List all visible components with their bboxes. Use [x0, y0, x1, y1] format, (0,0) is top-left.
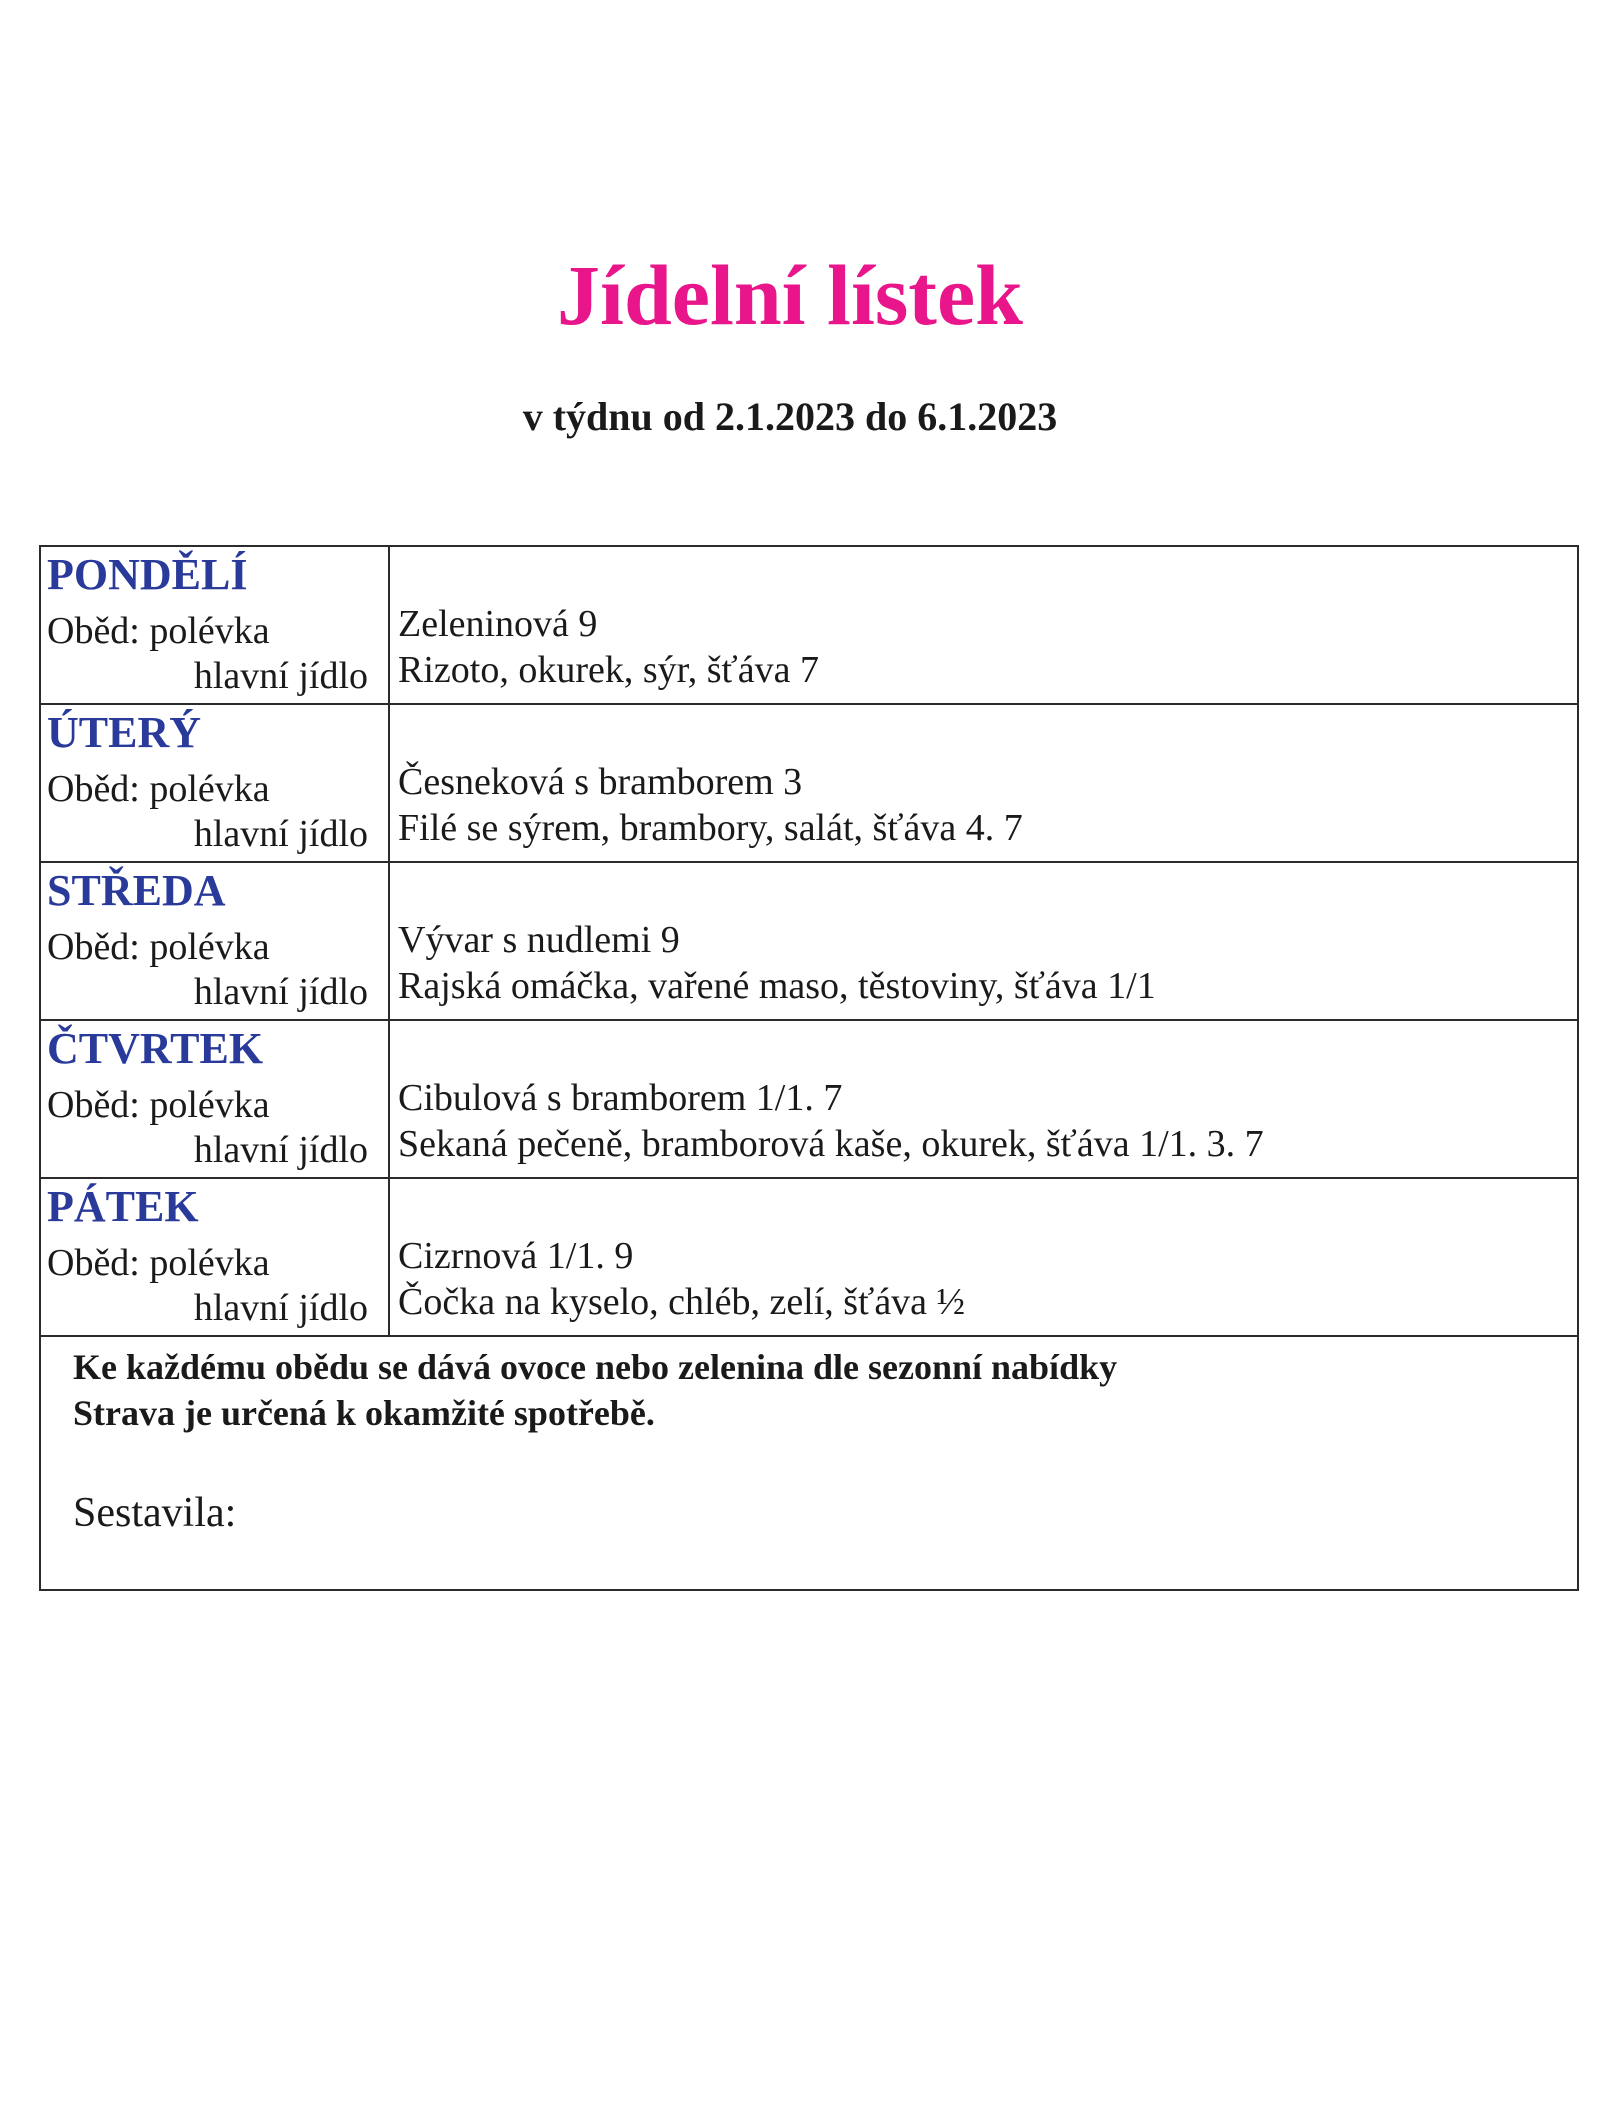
soup-value: Zeleninová 9 [398, 603, 598, 645]
day-label-cell [41, 705, 390, 861]
soup-label: Oběd: polévka [47, 768, 270, 810]
soup-value: Vývar s nudlemi 9 [398, 919, 680, 961]
dish-cell [390, 547, 1577, 703]
main-dish-value: Rajská omáčka, vařené maso, těstoviny, šťáva 1/1 [398, 965, 1156, 1007]
main-dish-label: hlavní jídlo [193, 655, 368, 697]
day-label-cell [41, 547, 390, 703]
day-name: PONDĚLÍ [47, 550, 248, 599]
fruit-note: Ke každému obědu se dává ovoce nebo zelenina dle sezonní nabídky [73, 1347, 1118, 1387]
day-row-monday [41, 547, 1577, 705]
main-dish-value: Čočka na kyselo, chléb, zelí, šťáva ½ [398, 1281, 966, 1323]
day-name: ČTVRTEK [47, 1024, 264, 1073]
day-label-cell [41, 863, 390, 1019]
dish-cell [390, 863, 1577, 1019]
dish-cell [390, 1179, 1577, 1335]
day-name: STŘEDA [47, 866, 226, 915]
soup-value: Česneková s bramborem 3 [398, 761, 803, 803]
main-dish-value: Filé se sýrem, brambory, salát, šťáva 4. 7 [398, 807, 1023, 849]
day-label-cell [41, 1021, 390, 1177]
main-dish-label: hlavní jídlo [193, 1129, 368, 1171]
day-row-friday [41, 1179, 1577, 1337]
soup-value: Cizrnová 1/1. 9 [398, 1235, 634, 1277]
soup-label: Oběd: polévka [47, 926, 270, 968]
soup-label: Oběd: polévka [47, 610, 270, 652]
day-row-wednesday [41, 863, 1577, 1021]
day-name: ÚTERÝ [47, 708, 202, 757]
menu-table [39, 545, 1579, 1591]
dish-cell [390, 705, 1577, 861]
day-row-tuesday [41, 705, 1577, 863]
consumption-note: Strava je určená k okamžité spotřebě. [73, 1393, 655, 1433]
day-label-cell [41, 1179, 390, 1335]
day-row-thursday [41, 1021, 1577, 1179]
soup-value: Cibulová s bramborem 1/1. 7 [398, 1077, 843, 1119]
main-dish-label: hlavní jídlo [193, 971, 368, 1013]
menu-footer [41, 1337, 1577, 1589]
main-dish-label: hlavní jídlo [193, 1287, 368, 1329]
main-dish-value: Sekaná pečeně, bramborová kaše, okurek, šťáva 1/1. 3. 7 [398, 1123, 1264, 1165]
soup-label: Oběd: polévka [47, 1084, 270, 1126]
main-dish-label: hlavní jídlo [193, 813, 368, 855]
week-range: v týdnu od 2.1.2023 do 6.1.2023 [522, 394, 1058, 439]
compiled-by-label: Sestavila: [73, 1490, 237, 1536]
dish-cell [390, 1021, 1577, 1177]
main-dish-value: Rizoto, okurek, sýr, šťáva 7 [398, 649, 820, 691]
day-name: PÁTEK [47, 1182, 199, 1231]
soup-label: Oběd: polévka [47, 1242, 270, 1284]
page-title: Jídelní lístek [557, 247, 1023, 343]
